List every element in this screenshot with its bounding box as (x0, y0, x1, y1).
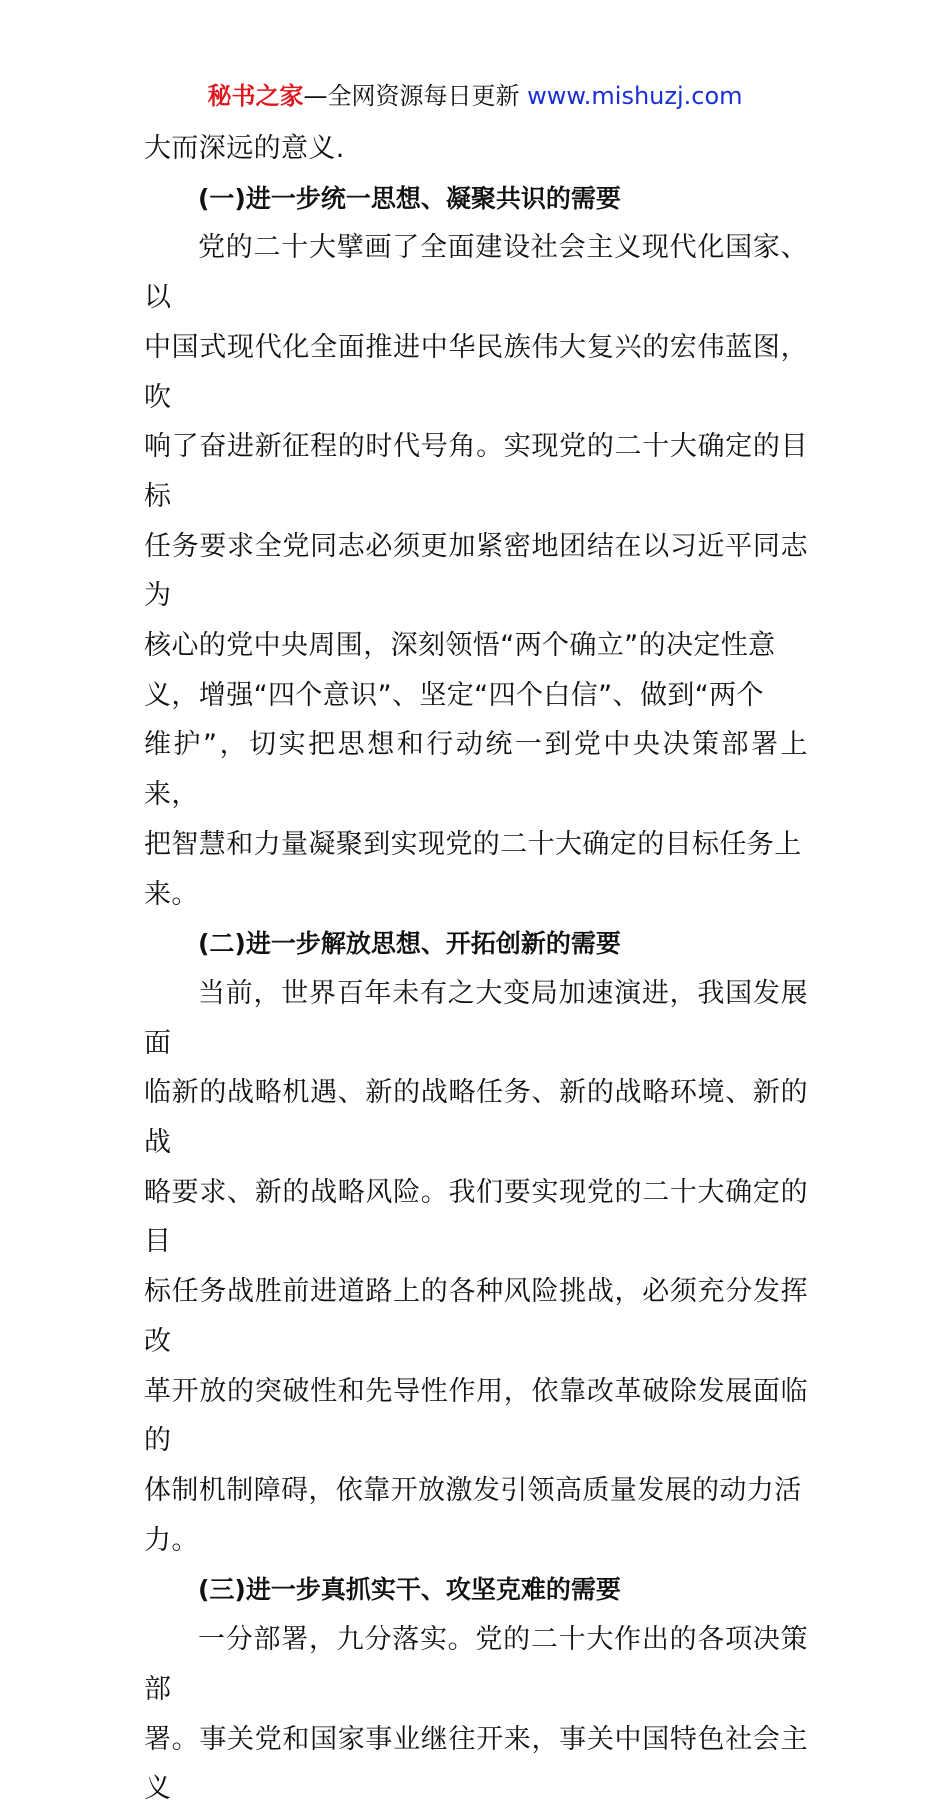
text-line: 核心的党中央周围，深刻领悟“两个确立”的决定性意 (144, 630, 776, 662)
text-line: 革开放的突破性和先导性作用，依靠改革破除发展面临的 (144, 1375, 808, 1457)
text-line: 体制机制障碍，依靠开放激发引领高质量发展的动力活 (144, 1474, 802, 1506)
text-line: 力。 (144, 1524, 199, 1556)
text-line: 响了奋进新征程的时代号角。实现党的二十大确定的目标 (144, 431, 808, 512)
text-line: 大而深远的意义. (144, 133, 345, 164)
section-heading-2: (二)进一步解放思想、开拓创新的需要 (198, 929, 621, 959)
text-line: 署。事关党和国家事业继往开来，事关中国特色社会主义 (144, 1723, 808, 1805)
text-line: 临新的战略机遇、新的战略任务、新的战略环境、新的战 (144, 1077, 808, 1159)
document-body (144, 124, 808, 1814)
site-url-link[interactable]: www.mishuzj.com (527, 82, 743, 110)
header-tagline: —全网资源每日更新 (303, 82, 520, 110)
text-line: 义，增强“四个意识”、坚定“四个白信”、做到“两个 (144, 679, 764, 711)
text-line: 党的二十大擘画了全面建设社会主义现代化国家、以 (144, 232, 808, 314)
text-line: 任务要求全党同志必须更加紧密地团结在以习近平同志为 (144, 530, 808, 612)
section-heading-3: (三)进一步真抓实干、攻坚克难的需要 (198, 1575, 621, 1605)
section-heading-1: (一)进一步统一思想、凝聚共识的需要 (198, 183, 621, 213)
text-line: 维护”，切实把思想和行动统一到党中央决策部署上来， (144, 729, 808, 811)
text-line: 一分部署，九分落实。党的二十大作出的各项决策部 (144, 1624, 808, 1705)
text-line: 来。 (144, 878, 199, 910)
site-header (0, 80, 950, 112)
text-line: 中国式现代化全面推进中华民族伟大复兴的宏伟蓝图，吹 (144, 331, 808, 413)
text-line: 标任务战胜前进道路上的各种风险挑战，必须充分发挥改 (144, 1276, 808, 1357)
text-line: 略要求、新的战略风险。我们要实现党的二十大确定的目 (144, 1176, 808, 1258)
brand-name: 秘书之家 (207, 82, 304, 110)
text-line: 当前，世界百年未有之大变局加速演进，我国发展面 (144, 977, 808, 1059)
text-line: 把智慧和力量凝聚到实现党的二十大确定的目标任务上 (144, 828, 802, 860)
